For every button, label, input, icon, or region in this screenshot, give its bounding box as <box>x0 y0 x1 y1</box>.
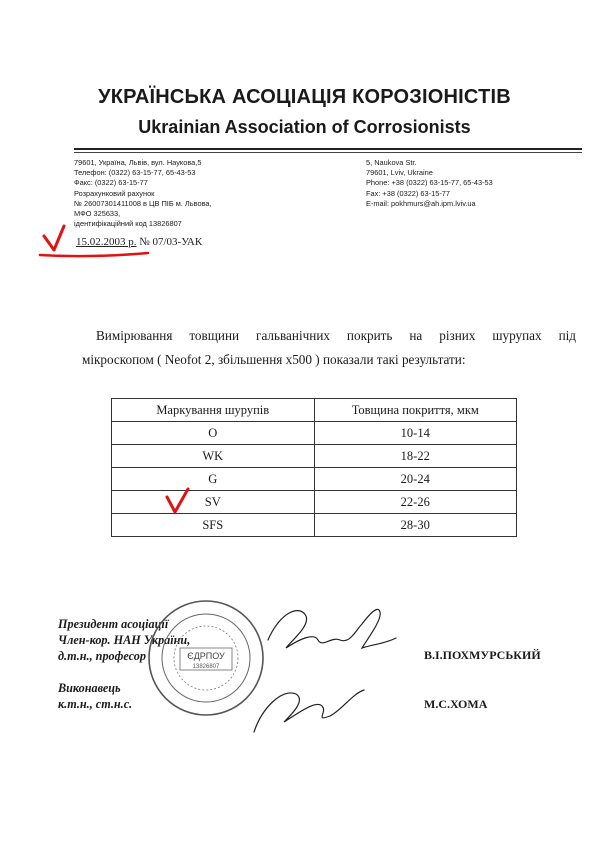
president-name: В.І.ПОХМУРСЬКИЙ <box>424 648 541 662</box>
title-line: Президент асоціації <box>58 617 169 631</box>
title-line: Виконавець <box>58 681 121 695</box>
table-cell: WK <box>112 445 315 468</box>
address-line: 79601, Україна, Львів, вул. Наукова,5 <box>74 158 202 167</box>
column-header: Маркування шурупів <box>112 399 315 422</box>
red-checkmark-icon <box>167 489 188 512</box>
address-line: № 26007301411008 в ЦВ ПІБ м. Львова, <box>74 198 212 208</box>
title-line: к.т.н., ст.н.с. <box>58 697 133 711</box>
address-line: 5, Naukova Str. <box>366 158 417 167</box>
table-cell: G <box>112 468 315 491</box>
table-cell: O <box>112 422 315 445</box>
address-line: E-mail: pokhmurs@ah.ipm.lviv.ua <box>366 198 476 208</box>
table-cell: 10-14 <box>314 422 516 445</box>
address-line: 79601, Lviv, Ukraine <box>366 168 433 178</box>
table-cell: 22-26 <box>314 491 516 514</box>
seal-code: 13826807 <box>192 664 220 670</box>
table-cell: 20-24 <box>314 468 516 491</box>
address-line: Телефон: (0322) 63-15-77, 65-43-53 <box>74 168 196 178</box>
title-line: д.т.н., професор <box>58 649 146 663</box>
address-line: Fax: +38 (0322) 63-15-77 <box>366 188 451 198</box>
president-signature-mark <box>268 609 396 648</box>
table-cell: 28-30 <box>314 514 516 537</box>
red-underline-mark <box>40 253 148 256</box>
address-line: Факс: (0322) 63-15-77 <box>74 178 148 188</box>
reference-number: № 07/03-УАК <box>139 236 203 248</box>
address-line: ідентифікаційний код 13826807 <box>74 219 182 229</box>
executor-name: М.С.ХОМА <box>424 697 488 711</box>
table-cell: SV <box>112 491 315 514</box>
table-cell: 18-22 <box>314 445 516 468</box>
address-line: МФО 325633, <box>74 208 121 218</box>
address-line: Розрахунковий рахунок <box>74 188 155 198</box>
seal-center-text: ЄДРПОУ <box>187 651 225 661</box>
org-name-ukrainian: УКРАЇНСЬКА АСОЦІАЦІЯ КОРОЗІОНІСТІВ <box>98 86 511 108</box>
reference-date: 15.02.2003 р. <box>76 236 137 248</box>
executor-signature-mark <box>254 690 364 732</box>
column-header: Товщина покриття, мкм <box>314 399 516 422</box>
official-seal-icon <box>149 601 263 715</box>
table-cell: SFS <box>112 514 315 537</box>
red-checkmark-icon <box>44 226 64 250</box>
body-line: мікроскопом ( Neofot 2, збільшення х500 ) показали такі результати: <box>82 352 466 367</box>
title-line: Член-кор. НАН України, <box>58 633 191 647</box>
org-name-english: Ukrainian Association of Corrosionists <box>138 117 471 137</box>
body-line: Вимірювання товщини гальванічних покрить на різних шурупах під <box>96 328 576 343</box>
address-line: Phone: +38 (0322) 63-15-77, 65-43-53 <box>366 178 493 188</box>
